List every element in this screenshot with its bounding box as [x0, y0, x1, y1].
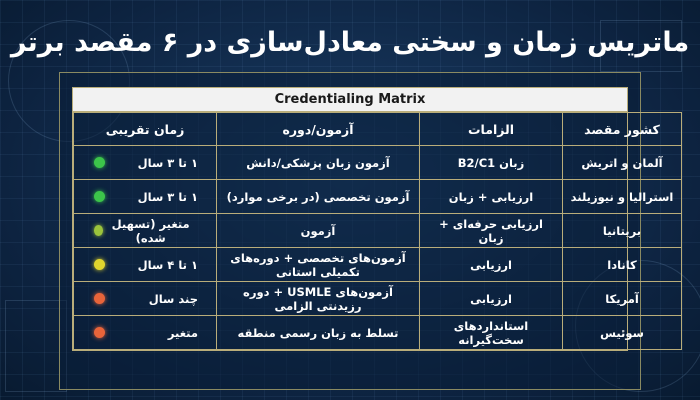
cell-exam: آزمون تخصصی (در برخی موارد) — [217, 180, 420, 214]
col-header-country: کشور مقصد — [563, 113, 682, 146]
cell-exam: آزمون‌های USMLE + دوره رزیدنتی الزامی — [217, 282, 420, 316]
cell-time — [74, 214, 217, 248]
cell-requirements: ارزیابی + زبان — [420, 180, 563, 214]
cell-country: کانادا — [563, 248, 682, 282]
table-row — [74, 248, 682, 282]
matrix-header: Credentialing Matrix — [73, 88, 627, 112]
cell-exam: آزمون زبان پزشکی/دانش — [217, 146, 420, 180]
cell-time — [74, 146, 217, 180]
status-dot-icon — [94, 191, 105, 202]
table-row — [74, 180, 682, 214]
status-dot-icon — [94, 259, 105, 270]
cell-requirements: ارزیابی — [420, 248, 563, 282]
header-row — [74, 113, 682, 146]
cell-time — [74, 282, 217, 316]
cell-requirements: استانداردهای سخت‌گیرانه — [420, 316, 563, 350]
status-dot-icon — [94, 327, 105, 338]
decor-rect — [5, 300, 67, 392]
cell-requirements: ارزیابی — [420, 282, 563, 316]
time-text: چند سال — [148, 291, 198, 306]
col-header-requirements: الزامات — [420, 113, 563, 146]
status-dot-icon — [94, 293, 105, 304]
time-text: ۱ تا ۳ سال — [137, 155, 198, 170]
cell-time — [74, 180, 217, 214]
cell-country: آلمان و اتریش — [563, 146, 682, 180]
table-row — [74, 282, 682, 316]
cell-exam: تسلط به زبان رسمی منطقه — [217, 316, 420, 350]
cell-time — [74, 248, 217, 282]
cell-exam: آزمون — [217, 214, 420, 248]
cell-requirements: زبان B2/C1 — [420, 146, 563, 180]
col-header-exam: آزمون/دوره — [217, 113, 420, 146]
cell-country: آمریکا — [563, 282, 682, 316]
time-text: متغیر — [167, 325, 198, 340]
cell-country: بریتانیا — [563, 214, 682, 248]
cell-country: سوئیس — [563, 316, 682, 350]
credentialing-matrix — [72, 87, 674, 351]
time-text: ۱ تا ۳ سال — [137, 189, 198, 204]
matrix-table — [73, 112, 682, 350]
page-title: ماتریس زمان و سختی معادل‌سازی در ۶ مقصد برتر — [10, 27, 690, 58]
cell-time — [74, 316, 217, 350]
table-row — [74, 146, 682, 180]
col-header-time: زمان تقریبی — [74, 113, 217, 146]
time-text: ۱ تا ۴ سال — [137, 257, 198, 272]
cell-exam: آزمون‌های تخصصی + دوره‌های تکمیلی استانی — [217, 248, 420, 282]
cell-country: استرالیا و نیوزیلند — [563, 180, 682, 214]
time-text: متغیر (تسهیل شده) — [111, 216, 190, 245]
status-dot-icon — [94, 225, 103, 236]
table-row — [74, 316, 682, 350]
status-dot-icon — [94, 157, 105, 168]
cell-requirements: ارزیابی حرفه‌ای + زبان — [420, 214, 563, 248]
table-row — [74, 214, 682, 248]
